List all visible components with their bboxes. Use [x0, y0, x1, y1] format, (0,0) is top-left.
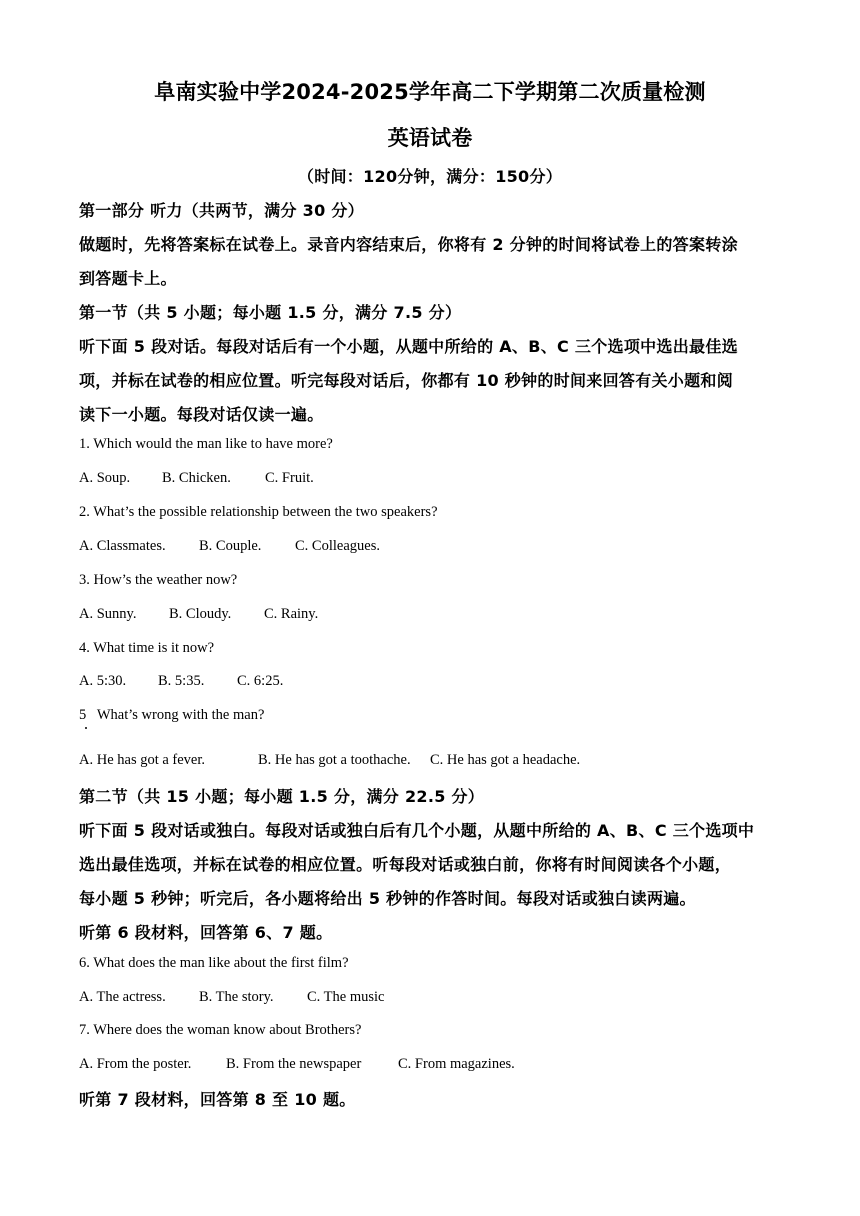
question-3: 3. How’s the weather now?: [79, 572, 238, 588]
section2-instruction-line2: 选出最佳选项，并标在试卷的相应位置。听每段对话或独白前，你将有时间阅读各个小题，: [79, 855, 732, 874]
question-2: 2. What’s the possible relationship between the two speakers?: [79, 504, 438, 520]
section1-instruction-line3: 读下一小题。每段对话仅读一遍。: [79, 405, 324, 424]
option-b: B. 5:35.: [158, 673, 205, 689]
option-b: B. Cloudy.: [169, 606, 232, 622]
question-2-options: [79, 538, 380, 555]
option-c: C. He has got a headache.: [430, 752, 581, 768]
question-7-options: [79, 1056, 515, 1073]
option-a: A. Sunny.: [79, 606, 137, 622]
question-5: 5 What’s wrong with the man?: [79, 707, 265, 723]
option-a: A. He has got a fever.: [79, 752, 206, 768]
material-7-heading: 听第 7 段材料，回答第 8 至 10 题。: [79, 1090, 356, 1109]
question-3-options: [79, 606, 318, 623]
option-c: C. From magazines.: [398, 1056, 515, 1072]
question-5-options: [79, 752, 580, 769]
material-6-heading: 听第 6 段材料，回答第 6、7 题。: [79, 923, 333, 942]
option-b: B. Chicken.: [162, 470, 231, 486]
part1-heading: 第一部分 听力（共两节，满分 30 分）: [79, 201, 364, 220]
question-7: 7. Where does the woman know about Brothers?: [79, 1022, 362, 1038]
option-a: A. Soup.: [79, 470, 131, 486]
option-a: A. 5:30.: [79, 673, 127, 689]
option-c: C. Rainy.: [264, 606, 319, 622]
exam-title: 阜南实验中学2024-2025学年高二下学期第二次质量检测: [154, 80, 706, 104]
section1-instruction-line2: 项，并标在试卷的相应位置。听完每段对话后，你都有 10 秒钟的时间来回答有关小题和阅: [79, 371, 734, 390]
section1-heading: 第一节（共 5 小题；每小题 1.5 分，满分 7.5 分）: [79, 303, 462, 322]
part1-instruction-line2: 到答题卡上。: [79, 269, 177, 288]
option-b: B. From the newspaper: [226, 1056, 362, 1072]
question-4-options: [79, 673, 283, 690]
option-a: A. Classmates.: [79, 538, 166, 554]
section2-instruction-line1: 听下面 5 段对话或独白。每段对话或独白后有几个小题，从题中所给的 A、B、C 三个选项中: [79, 821, 755, 840]
time-info: （时间：120分钟，满分：150分）: [297, 167, 563, 186]
option-b: B. He has got a toothache.: [258, 752, 411, 768]
question-1: 1. Which would the man like to have more?: [79, 436, 333, 452]
question-4: 4. What time is it now?: [79, 640, 215, 656]
part1-instruction-line1: 做题时，先将答案标在试卷上。录音内容结束后，你将有 2 分钟的时间将试卷上的答案转涂: [79, 235, 738, 254]
option-a: A. From the poster.: [79, 1056, 192, 1072]
option-a: A. The actress.: [79, 989, 166, 1005]
option-b: B. The story.: [199, 989, 274, 1005]
option-c: C. 6:25.: [237, 673, 284, 689]
option-c: C. Colleagues.: [295, 538, 380, 554]
section2-heading: 第二节（共 15 小题；每小题 1.5 分，满分 22.5 分）: [79, 787, 485, 806]
question-5-dot: [85, 727, 87, 729]
section2-instruction-line3: 每小题 5 秒钟；听完后，各小题将给出 5 秒钟的作答时间。每段对话或独白读两遍。: [79, 889, 696, 908]
option-b: B. Couple.: [199, 538, 262, 554]
exam-subtitle: 英语试卷: [387, 126, 473, 150]
option-c: C. Fruit.: [265, 470, 314, 486]
option-c: C. The music: [307, 989, 385, 1005]
question-6-options: [79, 989, 384, 1006]
question-6: 6. What does the man like about the first film?: [79, 955, 349, 971]
question-1-options: [79, 470, 314, 487]
section1-instruction-line1: 听下面 5 段对话。每段对话后有一个小题，从题中所给的 A、B、C 三个选项中选出最佳选: [79, 337, 738, 356]
